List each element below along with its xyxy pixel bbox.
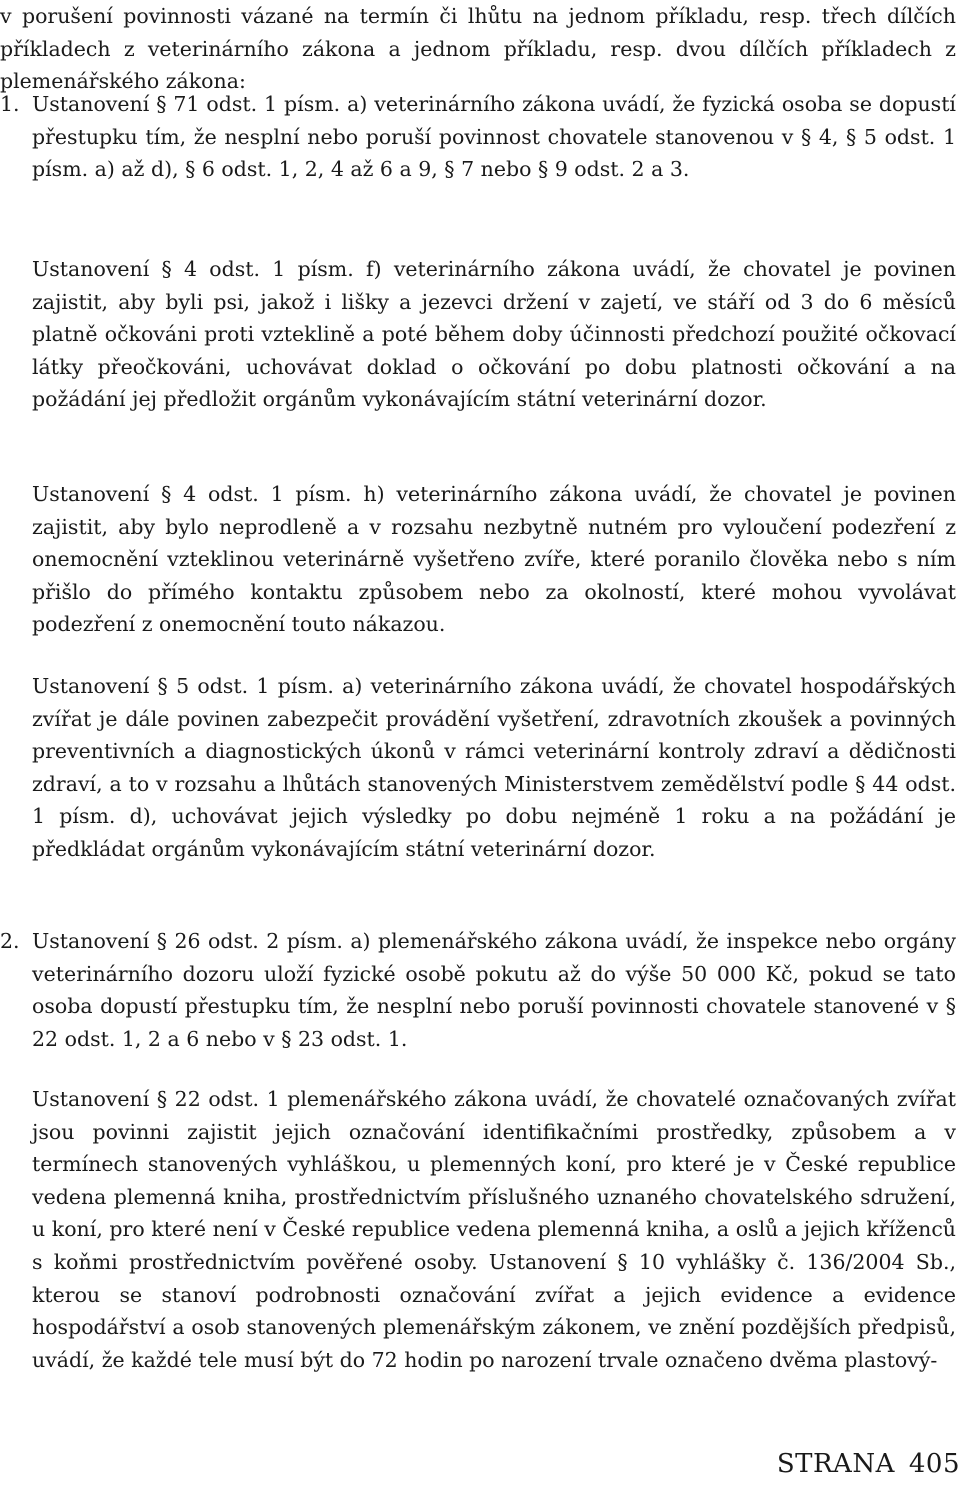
paragraph-1-2: Ustanovení § 4 odst. 1 písm. f) veterinárního zákona uvádí, že chovatel je povinen zajistit, aby byli psi, jakož i lišky a jezevci držení v zajetí, ve stáří od 3 do 6 měsíců platně očkováni proti vzteklině a poté během doby účinnosti předchozí použité očkovací látky přeočkováni, uchovávat doklad o očkování po dobu platnosti očkování a na požádání jej předložit orgánům vykonávajícím státní veterinární dozor. bbox=[32, 257, 956, 412]
footer-label: STRANA bbox=[776, 1449, 895, 1479]
page-number: 405 bbox=[908, 1449, 960, 1479]
paragraph-2-1: Ustanovení § 26 odst. 2 písm. a) plemenářského zákona uvádí, že inspekce nebo orgány veterinárního dozoru uloží fyzické osobě pokutu až do výše 50 000 Kč, pokud se tato osoba dopustí přestupku tím, že nesplní nebo poruší povinnosti chovatele stanovené v § 22 odst. 1, 2 a 6 nebo v § 23 odst. 1. bbox=[32, 929, 956, 1051]
list-item-number: 1. bbox=[0, 92, 20, 116]
paragraph-2-2: Ustanovení § 22 odst. 1 plemenářského zákona uvádí, že chovatelé označovaných zvířat jsou povinni zajistit jejich označování identifikačními prostředky, způsobem a v termínech stanovených vyhláškou, u plemenných koní, pro které je v České republice vedena plemenná kniha, prostřednictvím příslušného uznaného chovatelského sdružení, u koní, pro které není v České republice vedena plemenná kniha, a oslů a jejich kříženců s koňmi prostřednictvím pověřené osoby. Ustanovení § 10 vyhlášky č. 136/2004 Sb., kterou se stanoví podrobnosti označování zvířat a jejich evidence a evidence hospodářství a osob stanovených plemenářským zákonem, ve znění pozdějších předpisů, uvádí, že každé tele musí být do 72 hodin po narození trvale označeno dvěma plastový- bbox=[32, 1087, 956, 1372]
list-item-number: 2. bbox=[0, 929, 20, 953]
paragraph-1-3: Ustanovení § 4 odst. 1 písm. h) veterinárního zákona uvádí, že chovatel je povinen zajistit, aby bylo neprodleně a v rozsahu nezbytně nutném pro vyloučení podezření z onemocnění vzteklinou veterinárně vyšetřeno zvíře, které poranilo člověka nebo s ním přišlo do přímého kontaktu způsobem nebo za okolností, které mohou vyvolávat podezření z onemocnění touto nákazou. bbox=[32, 482, 956, 637]
list-item-1 bbox=[0, 88, 956, 186]
page-footer bbox=[777, 1446, 960, 1482]
paragraph-1-4: Ustanovení § 5 odst. 1 písm. a) veterinárního zákona uvádí, že chovatel hospodářských zvířat je dále povinen zabezpečit provádění vyšetření, zdravotních zkoušek a povinných preventivních a diagnostických úkonů v rámci veterinární kontroly zdraví a dědičnosti zdraví, a to v rozsahu a lhůtách stanovených Ministerstvem zemědělství podle § 44 odst. 1 písm. d), uchovávat jejich výsledky po dobu nejméně 1 roku a na požádání je předkládat orgánům vykonávajícím státní veterinární dozor. bbox=[32, 674, 956, 861]
intro-paragraph: v porušení povinnosti vázané na termín či lhůtu na jednom příkladu, resp. třech dílčích příkladech z veterinárního zákona a jednom příkladu, resp. dvou dílčích příkladech z plemenářského zákona: bbox=[0, 4, 956, 94]
paragraph-1-1: Ustanovení § 71 odst. 1 písm. a) veterinárního zákona uvádí, že fyzická osoba se dopustí přestupku tím, že nesplní nebo poruší povinnost chovatele stanovenou v § 4, § 5 odst. 1 písm. a) až d), § 6 odst. 1, 2, 4 až 6 a 9, § 7 nebo § 9 odst. 2 a 3. bbox=[32, 92, 956, 182]
list-item-2 bbox=[0, 925, 956, 1055]
